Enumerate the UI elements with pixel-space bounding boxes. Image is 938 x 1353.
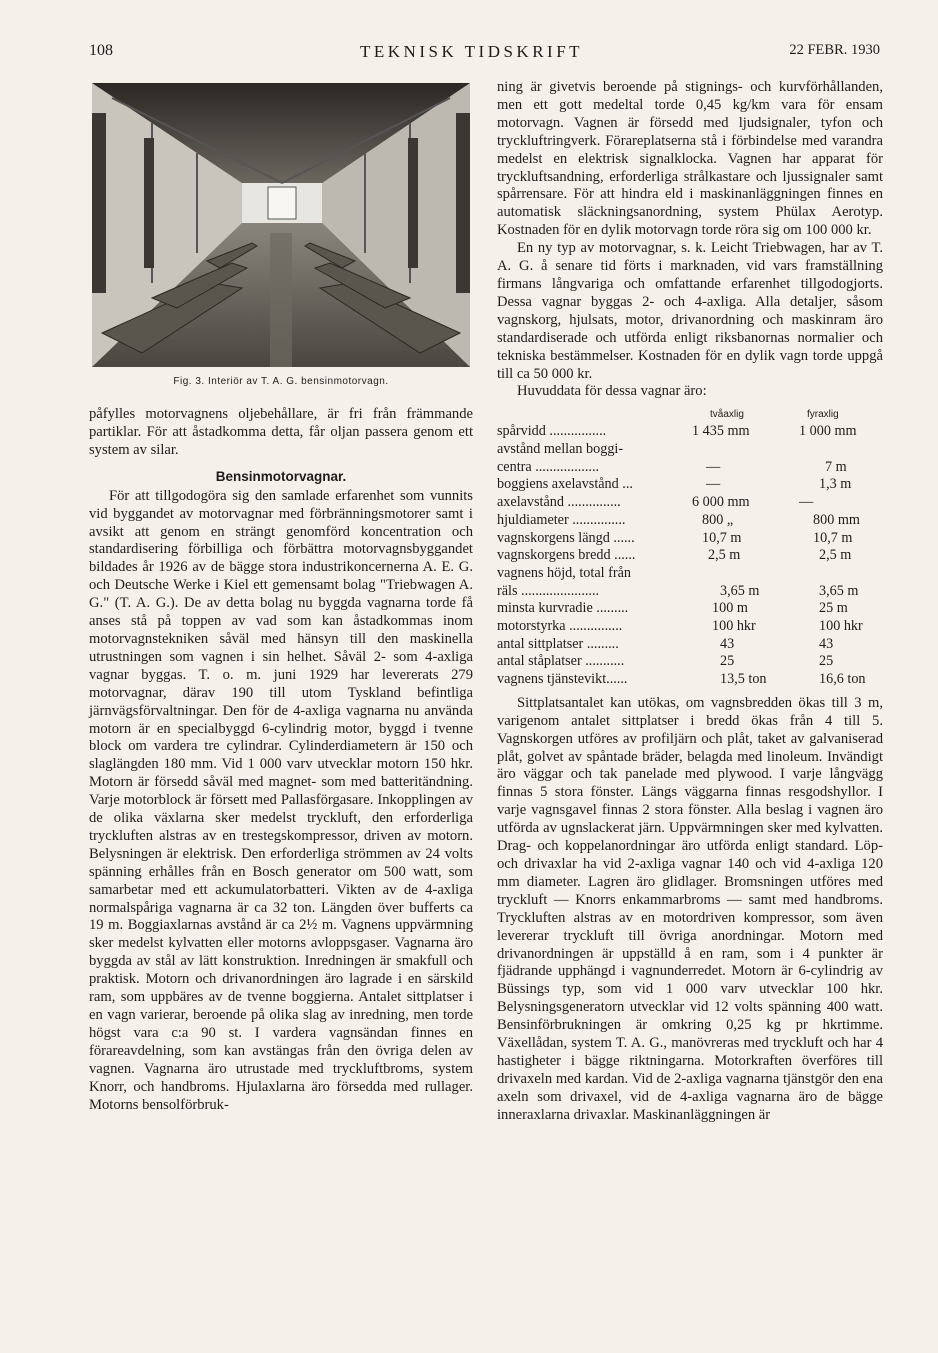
spec-row (497, 618, 883, 636)
spec-row (497, 565, 883, 583)
spec-four-axle-value: 100 hkr (819, 618, 863, 635)
spec-label: antal sittplatser ......... (497, 635, 619, 652)
spec-row (497, 636, 883, 654)
spec-row (497, 512, 883, 530)
spec-four-axle-value: 7 m (825, 458, 847, 475)
spec-two-axle-value (692, 565, 799, 583)
right-column (497, 79, 883, 1125)
spec-two-axle-value (692, 441, 799, 459)
spec-two-axle-value: 13,5 ton (720, 671, 767, 688)
figure-photo (92, 83, 470, 367)
issue-date: 22 FEBR. 1930 (789, 42, 880, 58)
spec-label: spårvidd ................ (497, 423, 607, 440)
spec-label: antal ståplatser ........... (497, 653, 625, 670)
spec-row (497, 547, 883, 565)
spec-label: minsta kurvradie ......... (497, 600, 629, 617)
spec-label: axelavstånd ............... (497, 494, 621, 511)
spec-label: motorstyrka ............... (497, 618, 623, 635)
spec-row (497, 423, 883, 441)
spec-four-axle-value: 2,5 m (819, 547, 852, 564)
spec-table (497, 407, 883, 689)
spec-two-axle-value: 2,5 m (708, 547, 741, 564)
spec-two-axle-value: 43 (720, 635, 735, 652)
right-paragraph-3: Huvuddata för dessa vagnar äro: (517, 383, 707, 400)
spec-four-axle-value: 3,65 m (819, 582, 859, 599)
right-paragraph-2: En ny typ av motorvagnar, s. k. Leicht Triebwagen, har av T. A. G. å senare tid förts i marknaden, vid vars framställning firmans långvariga och omfattande erfarenhet tillgodogjorts. Dessa vagnar byggas 2- och 4-axliga. Alla detaljer, såsom vagnskorg, hjulsats, motor, drivanordning och maskinram äro standardiserade och utförda enligt riksbanornas normalier och tekniska bestämmelser. Kostnaden för en dylik vagn torde uppgå till ca 50 000 kr. (497, 240, 883, 382)
spec-row (497, 583, 883, 601)
spec-row (497, 476, 883, 494)
spec-label: hjuldiameter ............... (497, 511, 626, 528)
spec-two-axle-value: — (706, 476, 721, 493)
spec-row (497, 653, 883, 671)
spec-four-axle-value: 25 (819, 653, 834, 670)
spec-row (497, 530, 883, 548)
spec-four-axle-value: 16,6 ton (819, 671, 866, 688)
spec-two-axle-value: — (706, 458, 721, 475)
spec-four-axle-value: 25 m (819, 600, 848, 617)
spec-label: boggiens axelavstånd ... (497, 476, 633, 493)
spec-label: vagnens höjd, total från (497, 564, 631, 581)
spec-two-axle-value: 100 m (712, 600, 748, 617)
spec-two-axle-value: 10,7 m (702, 529, 742, 546)
spec-two-axle-value: 3,65 m (720, 582, 760, 599)
spec-row (497, 600, 883, 618)
spec-table-header (497, 407, 883, 423)
spec-label: vagnskorgens bredd ...... (497, 547, 636, 564)
spec-label: avstånd mellan boggi- (497, 441, 624, 458)
journal-title: TEKNISK TIDSKRIFT (360, 42, 584, 61)
spec-label: räls ...................... (497, 582, 600, 599)
spec-row (497, 671, 883, 689)
spec-two-axle-value: 25 (720, 653, 735, 670)
spec-four-axle-value: 1 000 mm (799, 423, 857, 440)
spec-four-axle-value: 43 (819, 635, 834, 652)
spec-two-axle-value: 1 435 mm (692, 423, 750, 440)
spec-four-axle-value: 1,3 m (819, 476, 852, 493)
spec-two-axle-value: 100 hkr (712, 618, 756, 635)
spec-row (497, 459, 883, 477)
spec-four-axle-value (799, 565, 883, 583)
spec-four-axle-value: — (799, 494, 814, 511)
section-heading: Bensinmotorvagnar. (215, 468, 347, 484)
left-column (89, 406, 473, 1114)
left-paragraph-1: påfylles motorvagnens oljebehållare, är fri från främmande partiklar. För att åstadkomma detta, får oljan passera genom ett system av silar. (89, 406, 473, 458)
spec-two-axle-value: 800 „ (702, 511, 734, 528)
spec-two-axle-value: 6 000 mm (692, 494, 750, 511)
spec-four-axle-value (799, 441, 883, 459)
railcar-interior-illustration (92, 83, 470, 367)
spec-four-axle-value: 10,7 m (813, 529, 853, 546)
spec-row (497, 441, 883, 459)
spec-row (497, 494, 883, 512)
spec-head-two-axle: tvåaxlig (710, 408, 744, 420)
figure-caption: Fig. 3. Interiör av T. A. G. bensinmotorvagn. (173, 376, 389, 387)
spec-head-four-axle: fyraxlig (807, 408, 839, 420)
left-paragraph-2: För att tillgodogöra sig den samlade erfarenhet som vunnits vid byggandet av motorvagnar med förbränningsmotorer samt i avsikt att genom en strängt genomförd koncentration och standardisering förbilliga och förbättra motorvagnsbyggandet bildades år 1926 av de bägge stora industrikoncernerna A. E. G. och Deutsche Werke i Kiel ett gemensamt bolag "Triebwagen A. G." (T. A. G.). De av detta bolag nu byggda vagnarna torde få anses stå på toppen av vad som kan åstadkommas inom motorvagnstekniken såväl med hänsyn till den maskinella utrustningen som vagnen i sin helhet. Såväl 2- som 4-axliga vagnar byggas. T. o. m. juni 1929 har levererats 279 motorvagnar, därav 190 till utom Tyskland befintliga järnvägsförvaltningar. Den för de 4-axliga vagnarna nu använda motorn är en specialbyggd 6-cylindrig motor, byggd i tvenne block om vardera tre cylindrar. Cylinderdiametern är 150 och slaglängden 180 mm. Vid 1 000 varv utvecklar motorn 150 hkr. Motorn är försedd såväl med magnet- som med batteritändning. Varje motorblock är försett med Pallasförgasare. Inkopplingen av de olika växlarna sker medelst tryckluft, den erforderliga tryckluften alstras av en trestegskompressor, driven av motorn. Belysningen är elektrisk. Den erforderliga strömmen av 24 volts spänning erhålles från en Bosch generator om 500 watt, som samarbetar med ett ackumulatorbatteri. Vikten av de 4-axliga normalspåriga vagnarna är ca 32 ton. Längden över bufferts ca 19 m. Boggiaxlarnas avstånd är ca 2½ m. Vagnens uppvärmning sker medelst kylvatten eller motorns avloppsgaser. Vagnarna äro byggda av stål av lätt konstruktion. Inredningen är smakfull och praktisk. Motorn och drivanordningen äro lagrade i en särskild ram, som uppbäres av de tvenne boggierna. Antalet sittplatser i en vagn varierar, beroende på olika slag av inredning, men torde högst vara c:a 90 st. I vardera vagnsändan finnes en förareavdelning, som kan avstängas från den övriga delen av vagnen. Vagnarna äro utrustade med tryckluftbroms, system Knorr, och handbroms. Hjulaxlarna äro försedda med rullager. Motorns bensolförbruk- (89, 487, 473, 1113)
spec-label: vagnskorgens längd ...... (497, 529, 635, 546)
right-paragraph-1: ning är givetvis beroende på stignings- och kurvförhållanden, men ett gott medeltal torde 0,45 kg/km vara för ensam motorvagn. Vagnen är försedd med ljudsignaler, tyfon och tryckluftringverk. Förareplatserna stå i förbindelse med varandra medelst en elektrisk signalklocka. Vagnen har apparat för tryckluftsandning, erforderliga strålkastare och ljussignaler samt spårrensare. För att hindra eld i maskinanläggningen finnes en automatisk släckningsanordning, system Phülax Aerotyp. Kostnaden för en dylik motorvagn torde röra sig om 100 000 kr. (497, 79, 883, 239)
right-paragraph-4: Sittplatsantalet kan utökas, om vagnsbredden ökas till 3 m, varigenom antalet sittplatser i bredd ökas från 4 till 5. Vagnskorgen utföres av profiljärn och plåt, taket av galvaniserad plåt, golvet av spåntade bräder, belagda med linoleum. Invändigt äro väggar och tak panelade med plywood. I varje långvägg finnas 5 stora fönster. Längs väggarna finnas resgodshyllor. I varje vagnsgavel finnas 2 stora fönster. Alla beslag i vagnen äro utförda av ugnslackerat järn. Uppvärmningen sker med kylvatten. Drag- och koppelanordningar äro utförda enligt standard. Löp- och drivaxlar ha vid 2-axliga vagnar 140 och vid 4-axliga 120 mm diameter. Lagren äro glidlager. Bromsningen utföres med tryckluft — Knorrs enkammarbroms — samt med handbroms. Tryckluften alstras av en motordriven kompressor, som även levererar tryckluft till övriga anordningar. Motorn med drivanordningen är uppställd å en ram, som i 4 punkter är fjädrande upphängd i vagnunderredet. Motorn är 6-cylindrig av Büssings typ, som vid 1 000 varv utvecklar 100 hkr. Belysningsgeneratorn utvecklar vid 12 volts spänning 400 watt. Bensinförbrukningen är omkring 0,25 kg pr hkrtimme. Växellådan, system T. A. G., manövreras med tryckluft och har 4 hastigheter i bägge riktningarna. Motorkraften överföres till drivaxeln med kardan. Vid de 2-axliga vagnarna tjänstgör den ena axeln som drivaxel, vid de 4-axliga vagnarna äro de bägge inneraxlarna drivaxlar. Maskinanläggningen är (497, 694, 883, 1123)
page-number: 108 (89, 42, 113, 59)
spec-four-axle-value: 800 mm (813, 511, 860, 528)
spec-label: vagnens tjänstevikt...... (497, 671, 628, 688)
spec-label: centra .................. (497, 458, 600, 475)
